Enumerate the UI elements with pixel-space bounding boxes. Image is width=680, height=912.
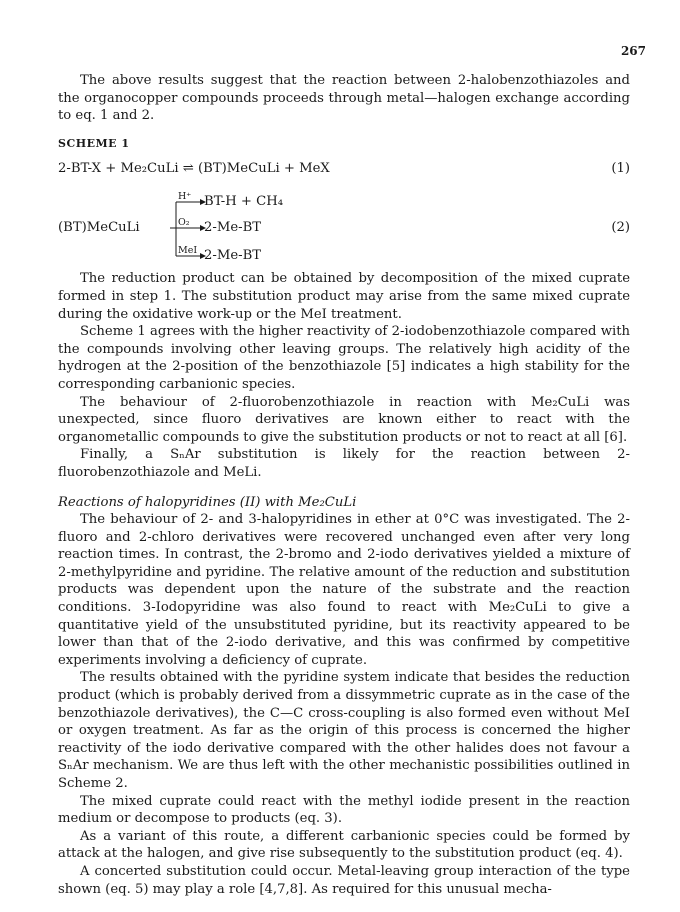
equation-1 — [58, 160, 630, 180]
branch-reagent-methyl-iodide: MeI — [178, 245, 198, 257]
equation-2-reactant: (BT)MeCuLi — [58, 220, 140, 236]
paragraph-fluoro-behaviour: The behaviour of 2-fluorobenzothiazole in reaction with Me₂CuLi was unexpected, since fluoro derivatives are known either to react with the organometallic compounds to give the substitution products or not to react at all [6]. — [58, 394, 630, 445]
paragraph-mixed-cuprate: The mixed cuprate could react with the methyl iodide present in the reaction medium or decompose to products (eq. 3). — [58, 793, 630, 827]
section-heading: Reactions of halopyridines (II) with Me₂CuLi — [58, 494, 357, 510]
paragraph-snar: Finally, a SₙAr substitution is likely for the reaction between 2-fluorobenzothiazole and MeLi. — [58, 447, 630, 480]
paragraph-pyridine-results: The results obtained with the pyridine system indicate that besides the reduction product (which is probably derived from a dissymmetric cuprate as in the case of the benzothiazole derivatives), the C—C cross-coupling is also formed even without MeI or oxygen treatment. As far as the origin of this process is concerned the higher reactivity of the iodo derivative compared with the other halides does not favour a SₙAr mechanism. We are thus left with the other mechanistic possibilities outlined in Scheme 2. — [58, 670, 630, 791]
scheme-label: SCHEME 1 — [58, 136, 130, 150]
equation-2-number: (2) — [611, 220, 630, 236]
paragraph-concerted-substitution: A concerted substitution could occur. Metal-leaving group interaction of the type shown (eq. 5) may play a role [4,7,8]. As required for this unusual mecha- — [58, 863, 630, 897]
equation-1-number: (1) — [611, 161, 630, 177]
branch-product-oxidation: 2-Me-BT — [204, 220, 262, 236]
equation-2 — [58, 188, 630, 270]
intro-paragraph: The above results suggest that the reaction between 2-halobenzothiazoles and the organocopper compounds proceeds through metal—halogen exchange according to eq. 1 and 2. — [58, 73, 630, 124]
paragraph-variant-route: As a variant of this route, a different carbanionic species could be formed by attack at the halogen, and give rise subsequently to the substitution product (eq. 4). — [58, 828, 630, 862]
equation-1-text: 2-BT-X + Me₂CuLi ⇌ (BT)MeCuLi + MeX — [58, 161, 330, 177]
article-body — [58, 72, 630, 898]
paragraph-reduction: The reduction product can be obtained by decomposition of the mixed cuprate formed in step 1. The substitution product may arise from the same mixed cuprate during the oxidative work-up or the MeI treatment. — [58, 271, 630, 322]
branch-product-substitution: 2-Me-BT — [204, 248, 262, 264]
branch-product-reduction: BT-H + CH₄ — [204, 194, 284, 210]
paragraph-scheme-agreement: Scheme 1 agrees with the higher reactivity of 2-iodobenzothiazole compared with the compounds involving other leaving groups. The relatively high acidity of the hydrogen at the 2-position of the benzothiazole [5] indicates a high stability for the corresponding carbanionic species. — [58, 324, 630, 392]
page-number: 267 — [620, 44, 646, 58]
paragraph-halopyridines: The behaviour of 2- and 3-halopyridines in ether at 0°C was investigated. The 2-fluoro and 2-chloro derivatives were recovered unchanged even after very long reaction times. In contrast, the 2-bromo and 2-iodo derivatives yielded a mixture of 2-methylpyridine and pyridine. The relative amount of the reduction and substitution products was dependent upon the nature of the substrate and the reaction conditions. 3-Iodopyridine was also found to react with Me₂CuLi to give a quantitative yield of the unsubstituted pyridine, but its reactivity appeared to be lower than that of the 2-iodo derivative, and this was confirmed by competitive experiments involving a deficiency of cuprate. — [58, 512, 630, 668]
branch-reagent-oxygen: O₂ — [178, 217, 190, 229]
branch-reagent-acid: H⁺ — [178, 191, 192, 203]
